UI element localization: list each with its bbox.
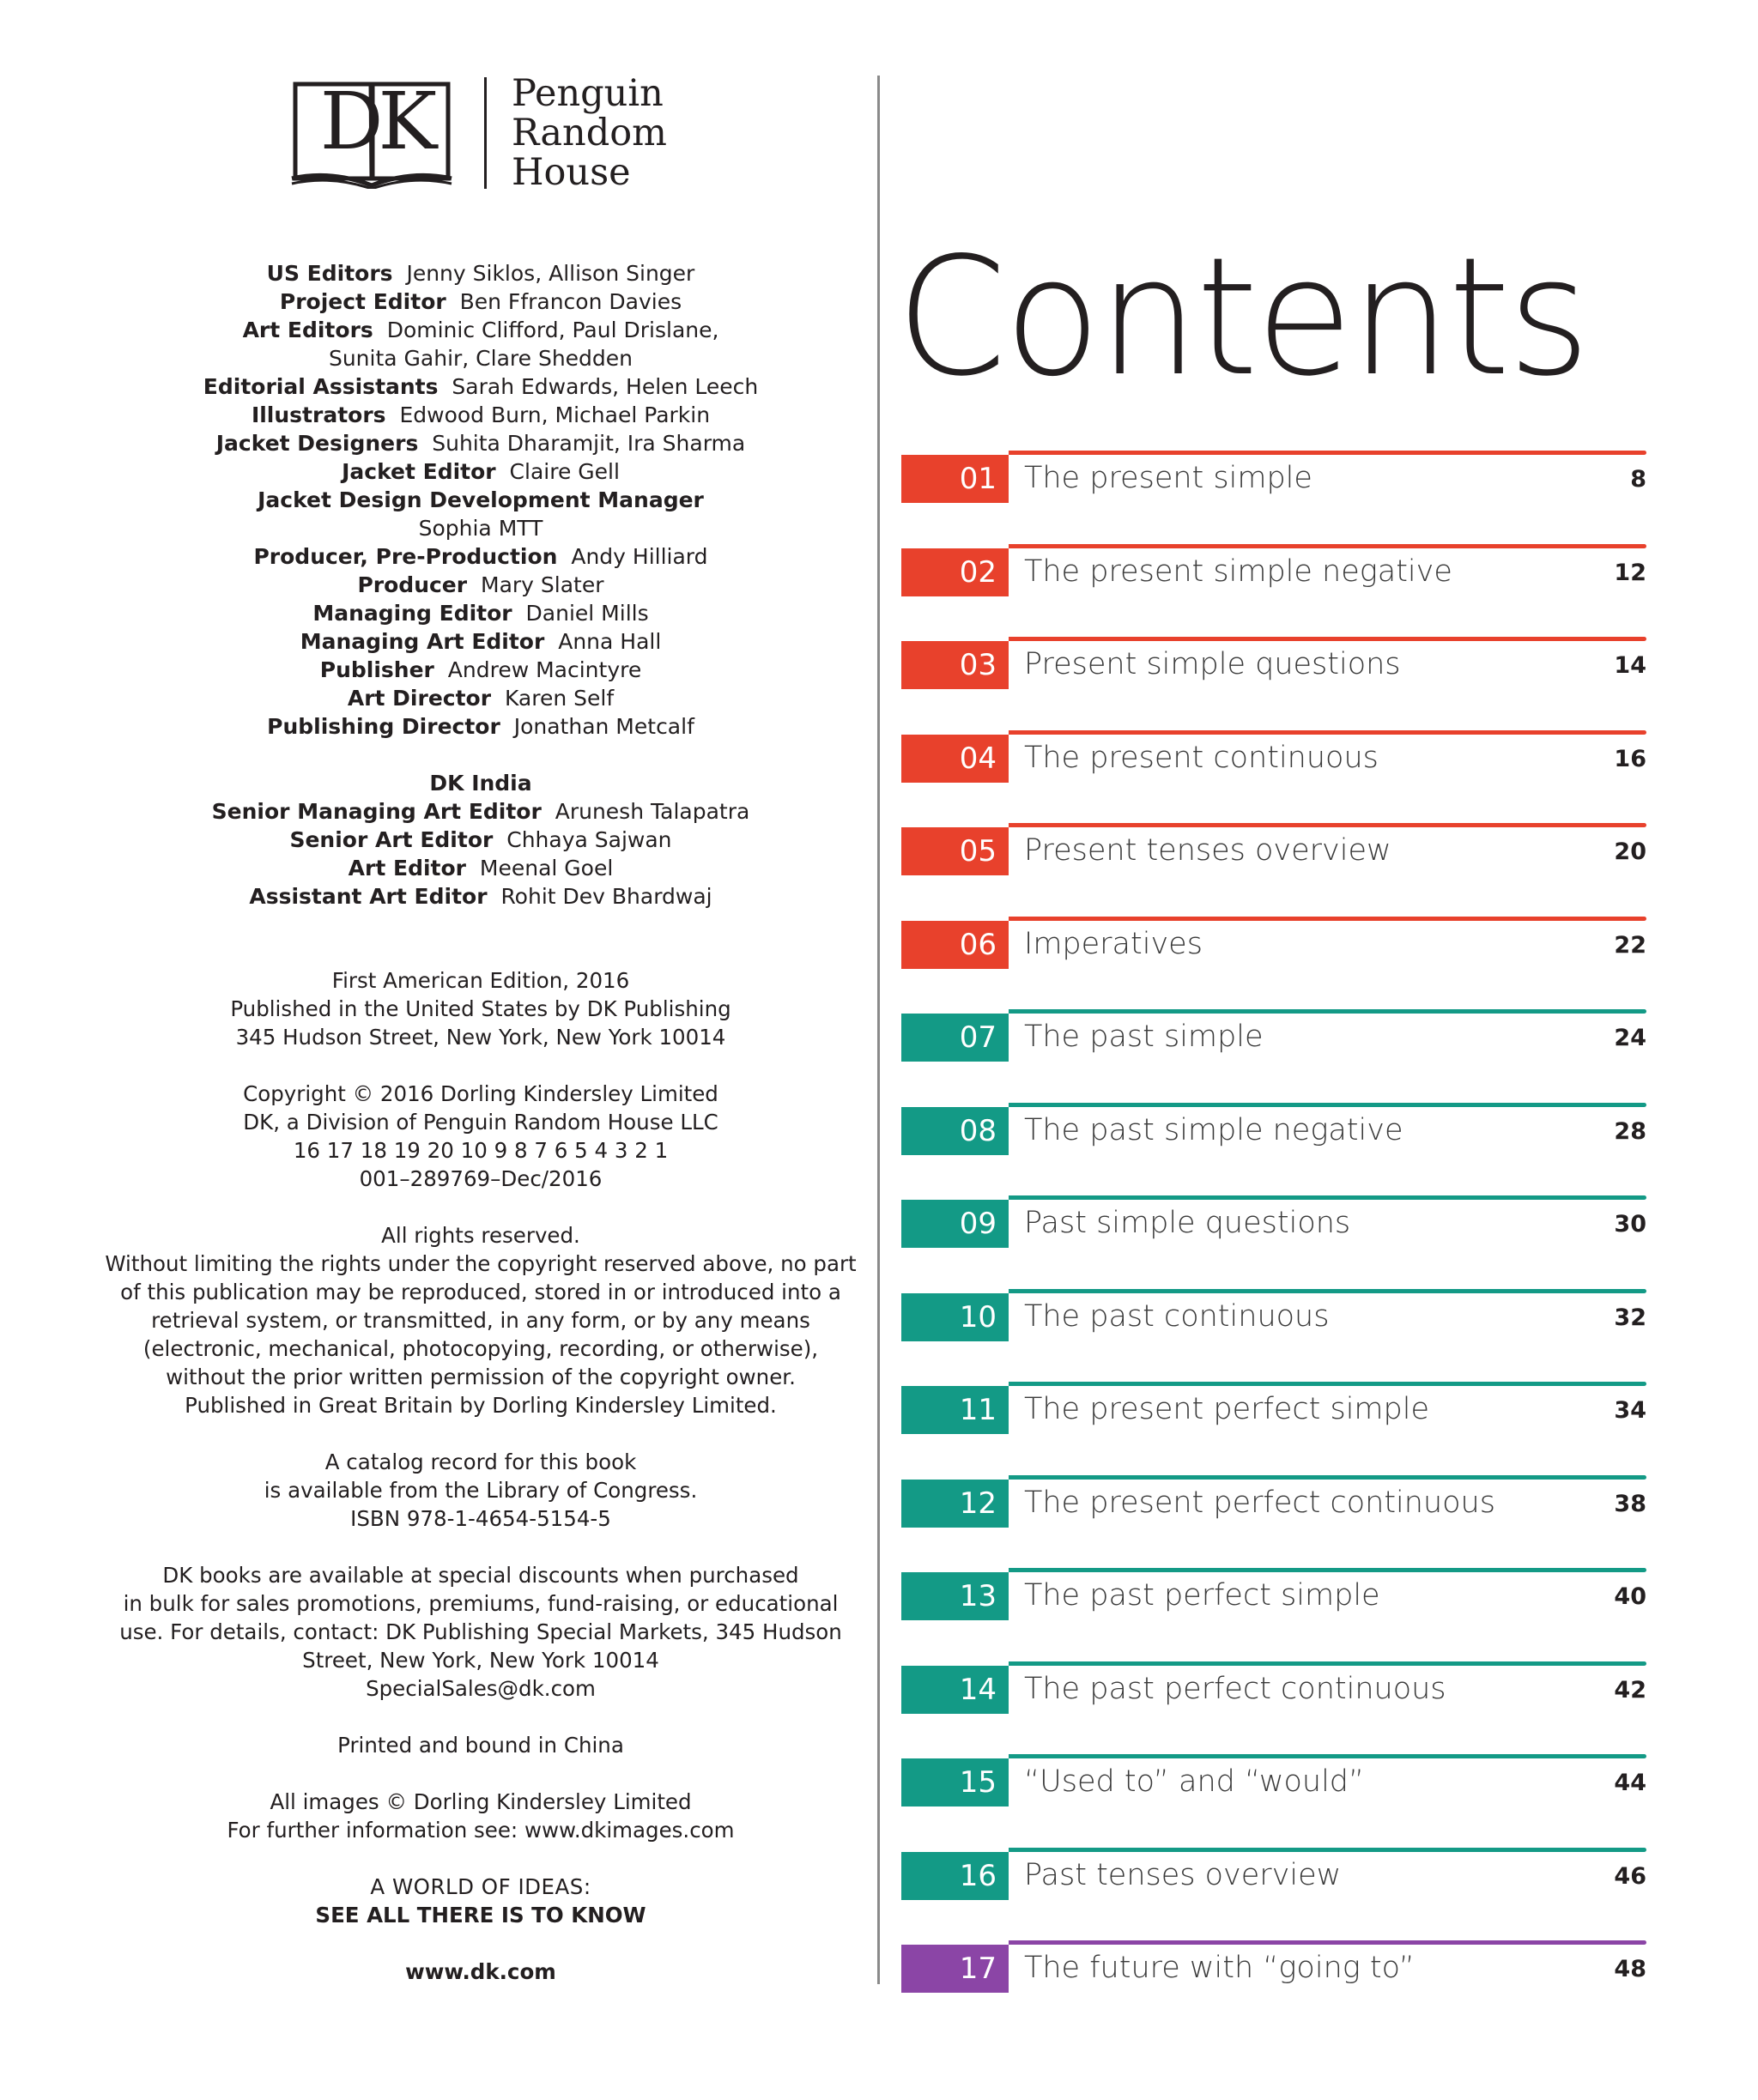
contents-item-number: 08: [901, 1107, 1009, 1155]
credit-line: [103, 429, 858, 457]
contents-item-number: 07: [901, 1014, 1009, 1062]
catalog-line: ISBN 978-1-4654-5154-5: [350, 1506, 611, 1531]
contents-item-number: 10: [901, 1293, 1009, 1341]
credit-names: Andy Hilliard: [571, 544, 708, 569]
contents-item-rule: [1009, 1382, 1646, 1386]
credit-line: [103, 287, 858, 316]
credit-role: Publishing Director: [267, 714, 500, 739]
credit-names: Suhita Dharamjit, Ira Sharma: [432, 431, 746, 456]
contents-item[interactable]: [901, 917, 1646, 971]
credit-role: Assistant Art Editor: [249, 884, 488, 909]
credit-role: Jacket Design Development Manager: [258, 487, 704, 512]
contents-item[interactable]: [901, 1009, 1646, 1064]
penguin-random-house-wordmark: [512, 74, 667, 192]
credit-names: Daniel Mills: [525, 601, 649, 626]
contents-item-title: The present perfect continuous: [1024, 1486, 1495, 1520]
sales-line: DK books are available at special discounts when purchased: [162, 1563, 799, 1588]
credit-names: Sunita Gahir, Clare Shedden: [328, 346, 633, 371]
contents-item-title: The present simple: [1024, 461, 1312, 495]
contents-item-page: 32: [1614, 1304, 1646, 1331]
contents-item[interactable]: [901, 1289, 1646, 1344]
contents-item-rule: [1009, 1289, 1646, 1293]
credit-line: [103, 854, 858, 882]
credit-names: Jonathan Metcalf: [513, 714, 694, 739]
contents-item-title: The past simple negative: [1024, 1113, 1403, 1147]
contents-item[interactable]: [901, 1382, 1646, 1437]
contents-item-title: The present simple negative: [1024, 554, 1452, 589]
contents-item[interactable]: [901, 637, 1646, 692]
printed-info: Printed and bound in China: [337, 1733, 624, 1758]
credit-line: [103, 372, 858, 401]
credit-line: [103, 599, 858, 627]
credit-names: Claire Gell: [509, 459, 620, 484]
publisher-line: Random: [512, 112, 667, 154]
contents-item-page: 28: [1614, 1118, 1646, 1145]
contents-item-title: The past perfect simple: [1024, 1578, 1380, 1613]
credit-names: Anna Hall: [558, 629, 662, 654]
contents-item-page: 48: [1614, 1956, 1646, 1982]
contents-item-rule: [1009, 917, 1646, 921]
rights-line: retrieval system, or transmitted, in any form, or by any means: [151, 1308, 810, 1333]
contents-item-number: 05: [901, 827, 1009, 875]
contents-item-title: “Used to” and “would”: [1024, 1764, 1365, 1799]
images-line: For further information see: www.dkimages.com: [227, 1818, 735, 1843]
credit-role: Publisher: [319, 657, 434, 682]
rights-line: Published in Great Britain by Dorling Kindersley Limited.: [185, 1393, 777, 1418]
credit-names: Sarah Edwards, Helen Leech: [452, 374, 759, 399]
contents-item-page: 38: [1614, 1491, 1646, 1517]
sales-line: in bulk for sales promotions, premiums, fund-raising, or educational: [123, 1591, 839, 1616]
tagline-line-1: A WORLD OF IDEAS:: [370, 1874, 591, 1899]
special-sales-info: [103, 1561, 858, 1703]
credit-line: [103, 684, 858, 712]
contents-item-title: Imperatives: [1024, 927, 1203, 961]
credit-line: [103, 316, 858, 344]
credit-names: Rohit Dev Bhardwaj: [500, 884, 712, 909]
credit-names: Ben Ffrancon Davies: [459, 289, 682, 314]
credit-line: [103, 344, 858, 372]
credit-names: Karen Self: [504, 686, 615, 711]
credit-role: Producer, Pre-Production: [253, 544, 558, 569]
contents-item-page: 46: [1614, 1863, 1646, 1890]
sales-line: Street, New York, New York 10014: [302, 1648, 659, 1673]
credit-role: Art Editors: [242, 318, 373, 342]
credit-role: Senior Managing Art Editor: [211, 799, 542, 824]
credit-role: Editorial Assistants: [203, 374, 439, 399]
contents-item-page: 8: [1630, 466, 1646, 493]
contents-item-title: Present tenses overview: [1024, 833, 1391, 868]
contents-item-rule: [1009, 1475, 1646, 1480]
credit-role: Managing Editor: [312, 601, 512, 626]
contents-item-page: 20: [1614, 838, 1646, 865]
contents-item-page: 44: [1614, 1770, 1646, 1796]
contents-item-title: Past simple questions: [1024, 1206, 1351, 1240]
contents-item-page: 22: [1614, 932, 1646, 959]
contents-item[interactable]: [901, 1754, 1646, 1809]
credit-line: [103, 571, 858, 599]
contents-item[interactable]: [901, 730, 1646, 785]
contents-item-rule: [1009, 1568, 1646, 1572]
contents-item-page: 30: [1614, 1211, 1646, 1238]
rights-line: All rights reserved.: [381, 1223, 580, 1248]
tagline-line-2: SEE ALL THERE IS TO KNOW: [315, 1903, 646, 1928]
contents-item[interactable]: [901, 1103, 1646, 1158]
credit-role: Jacket Designers: [215, 431, 419, 456]
catalog-line: A catalog record for this book: [324, 1449, 637, 1474]
contents-item-rule: [1009, 1940, 1646, 1945]
images-info: [103, 1788, 858, 1844]
contents-item[interactable]: [901, 823, 1646, 878]
contents-item-rule: [1009, 451, 1646, 455]
contents-item-rule: [1009, 1661, 1646, 1666]
copyright-info: [103, 1080, 858, 1193]
credit-role: US Editors: [266, 261, 393, 286]
credit-line: [103, 656, 858, 684]
contents-item-rule: [1009, 637, 1646, 641]
credit-line: [103, 882, 858, 911]
edition-info: [103, 966, 858, 1051]
contents-item-title: Past tenses overview: [1024, 1858, 1342, 1892]
credit-names: Meenal Goel: [479, 856, 614, 881]
credit-line: [103, 627, 858, 656]
contents-item-rule: [1009, 544, 1646, 548]
contents-item-number: 12: [901, 1480, 1009, 1528]
contents-item-page: 14: [1614, 652, 1646, 679]
credit-line: [103, 486, 858, 514]
dk-logo-text: DK: [319, 76, 433, 167]
contents-heading: Contents: [896, 222, 1588, 412]
credit-role: Producer: [357, 572, 468, 597]
copyright-line: Copyright © 2016 Dorling Kindersley Limited: [243, 1081, 718, 1106]
contents-item-rule: [1009, 1754, 1646, 1758]
credits-block: [103, 259, 858, 911]
credit-line: [103, 514, 858, 542]
contents-item-page: 34: [1614, 1397, 1646, 1424]
contents-item[interactable]: [901, 451, 1646, 505]
contents-item[interactable]: [901, 1195, 1646, 1250]
credit-role: Senior Art Editor: [289, 827, 494, 852]
credit-names: Dominic Clifford, Paul Drislane,: [386, 318, 719, 342]
contents-item-page: 42: [1614, 1677, 1646, 1704]
contents-item-title: The past simple: [1024, 1020, 1264, 1054]
credit-list: [103, 259, 858, 741]
rights-line: of this publication may be reproduced, stored in or introduced into a: [120, 1280, 841, 1304]
contents-item-page: 40: [1614, 1583, 1646, 1610]
column-divider: [877, 76, 880, 1984]
credit-line: [103, 401, 858, 429]
contents-item-title: The present continuous: [1024, 741, 1379, 775]
rights-line: (electronic, mechanical, photocopying, recording, or otherwise),: [142, 1336, 819, 1361]
credit-role: Art Director: [347, 686, 492, 711]
contents-item-page: 16: [1614, 746, 1646, 772]
credit-line: [103, 259, 858, 287]
sales-line: SpecialSales@dk.com: [366, 1676, 596, 1701]
contents-item[interactable]: [901, 1661, 1646, 1716]
copyright-line: 001–289769–Dec/2016: [359, 1166, 603, 1191]
dk-penguin-random-house-logo: [290, 72, 685, 196]
contents-item-rule: [1009, 1848, 1646, 1852]
india-credit-list: [103, 797, 858, 911]
credit-role: Illustrators: [251, 402, 386, 427]
legal-block: [103, 966, 858, 1986]
credit-line: [103, 826, 858, 854]
rights-line: without the prior written permission of the copyright owner.: [166, 1365, 796, 1389]
contents-item-title: Present simple questions: [1024, 647, 1401, 681]
contents-item-number: 04: [901, 735, 1009, 783]
contents-item-rule: [1009, 730, 1646, 735]
contents-item-number: 01: [901, 455, 1009, 503]
contents-item-title: The present perfect simple: [1024, 1392, 1430, 1426]
contents-item-number: 13: [901, 1572, 1009, 1620]
contents-item-rule: [1009, 1009, 1646, 1014]
rights-info: [103, 1221, 858, 1419]
copyright-line: DK, a Division of Penguin Random House LLC: [243, 1110, 718, 1135]
credit-names: Chhaya Sajwan: [506, 827, 672, 852]
website-link[interactable]: www.dk.com: [405, 1959, 556, 1984]
credit-names: Arunesh Talapatra: [555, 799, 750, 824]
catalog-info: [103, 1448, 858, 1533]
copyright-line: 16 17 18 19 20 10 9 8 7 6 5 4 3 2 1: [293, 1138, 669, 1163]
credit-role: Managing Art Editor: [300, 629, 545, 654]
contents-item-number: 14: [901, 1666, 1009, 1714]
contents-item[interactable]: [901, 1475, 1646, 1530]
credit-names: Mary Slater: [481, 572, 604, 597]
contents-item-number: 09: [901, 1200, 1009, 1248]
contents-item-rule: [1009, 823, 1646, 827]
credit-line: [103, 542, 858, 571]
contents-item-title: The future with “going to”: [1024, 1951, 1415, 1985]
sales-line: use. For details, contact: DK Publishing Special Markets, 345 Hudson: [119, 1619, 842, 1644]
credit-line: [103, 712, 858, 741]
contents-item-rule: [1009, 1195, 1646, 1200]
edition-line: 345 Hudson Street, New York, New York 10014: [235, 1025, 726, 1050]
contents-item-number: 16: [901, 1852, 1009, 1900]
contents-item[interactable]: [901, 544, 1646, 599]
contents-item-title: The past perfect continuous: [1024, 1672, 1446, 1706]
images-line: All images © Dorling Kindersley Limited: [270, 1789, 692, 1814]
credit-role: Art Editor: [348, 856, 467, 881]
contents-item[interactable]: [901, 1568, 1646, 1623]
contents-item-number: 11: [901, 1386, 1009, 1434]
contents-item-number: 06: [901, 921, 1009, 969]
contents-item[interactable]: [901, 1848, 1646, 1903]
credit-names: Jenny Siklos, Allison Singer: [406, 261, 695, 286]
india-heading: DK India: [429, 771, 532, 796]
contents-item-page: 24: [1614, 1025, 1646, 1051]
contents-item-number: 17: [901, 1945, 1009, 1993]
credit-names: Andrew Macintyre: [447, 657, 642, 682]
contents-item-page: 12: [1614, 560, 1646, 586]
publisher-line: House: [512, 151, 631, 194]
contents-item-title: The past continuous: [1024, 1299, 1330, 1334]
credit-role: Jacket Editor: [342, 459, 496, 484]
credit-names: Edwood Burn, Michael Parkin: [399, 402, 711, 427]
credit-line: [103, 457, 858, 486]
contents-item[interactable]: [901, 1940, 1646, 1995]
credit-line: [103, 797, 858, 826]
credit-names: Sophia MTT: [418, 516, 543, 541]
edition-line: First American Edition, 2016: [331, 968, 630, 993]
catalog-line: is available from the Library of Congress.: [264, 1478, 698, 1503]
credit-role: Project Editor: [279, 289, 446, 314]
contents-item-number: 03: [901, 641, 1009, 689]
logo-divider: [484, 77, 487, 189]
contents-item-number: 15: [901, 1758, 1009, 1806]
contents-item-number: 02: [901, 548, 1009, 596]
rights-line: Without limiting the rights under the copyright reserved above, no part: [105, 1251, 857, 1276]
contents-item-rule: [1009, 1103, 1646, 1107]
publisher-line: Penguin: [512, 72, 664, 115]
edition-line: Published in the United States by DK Publishing: [230, 996, 731, 1021]
